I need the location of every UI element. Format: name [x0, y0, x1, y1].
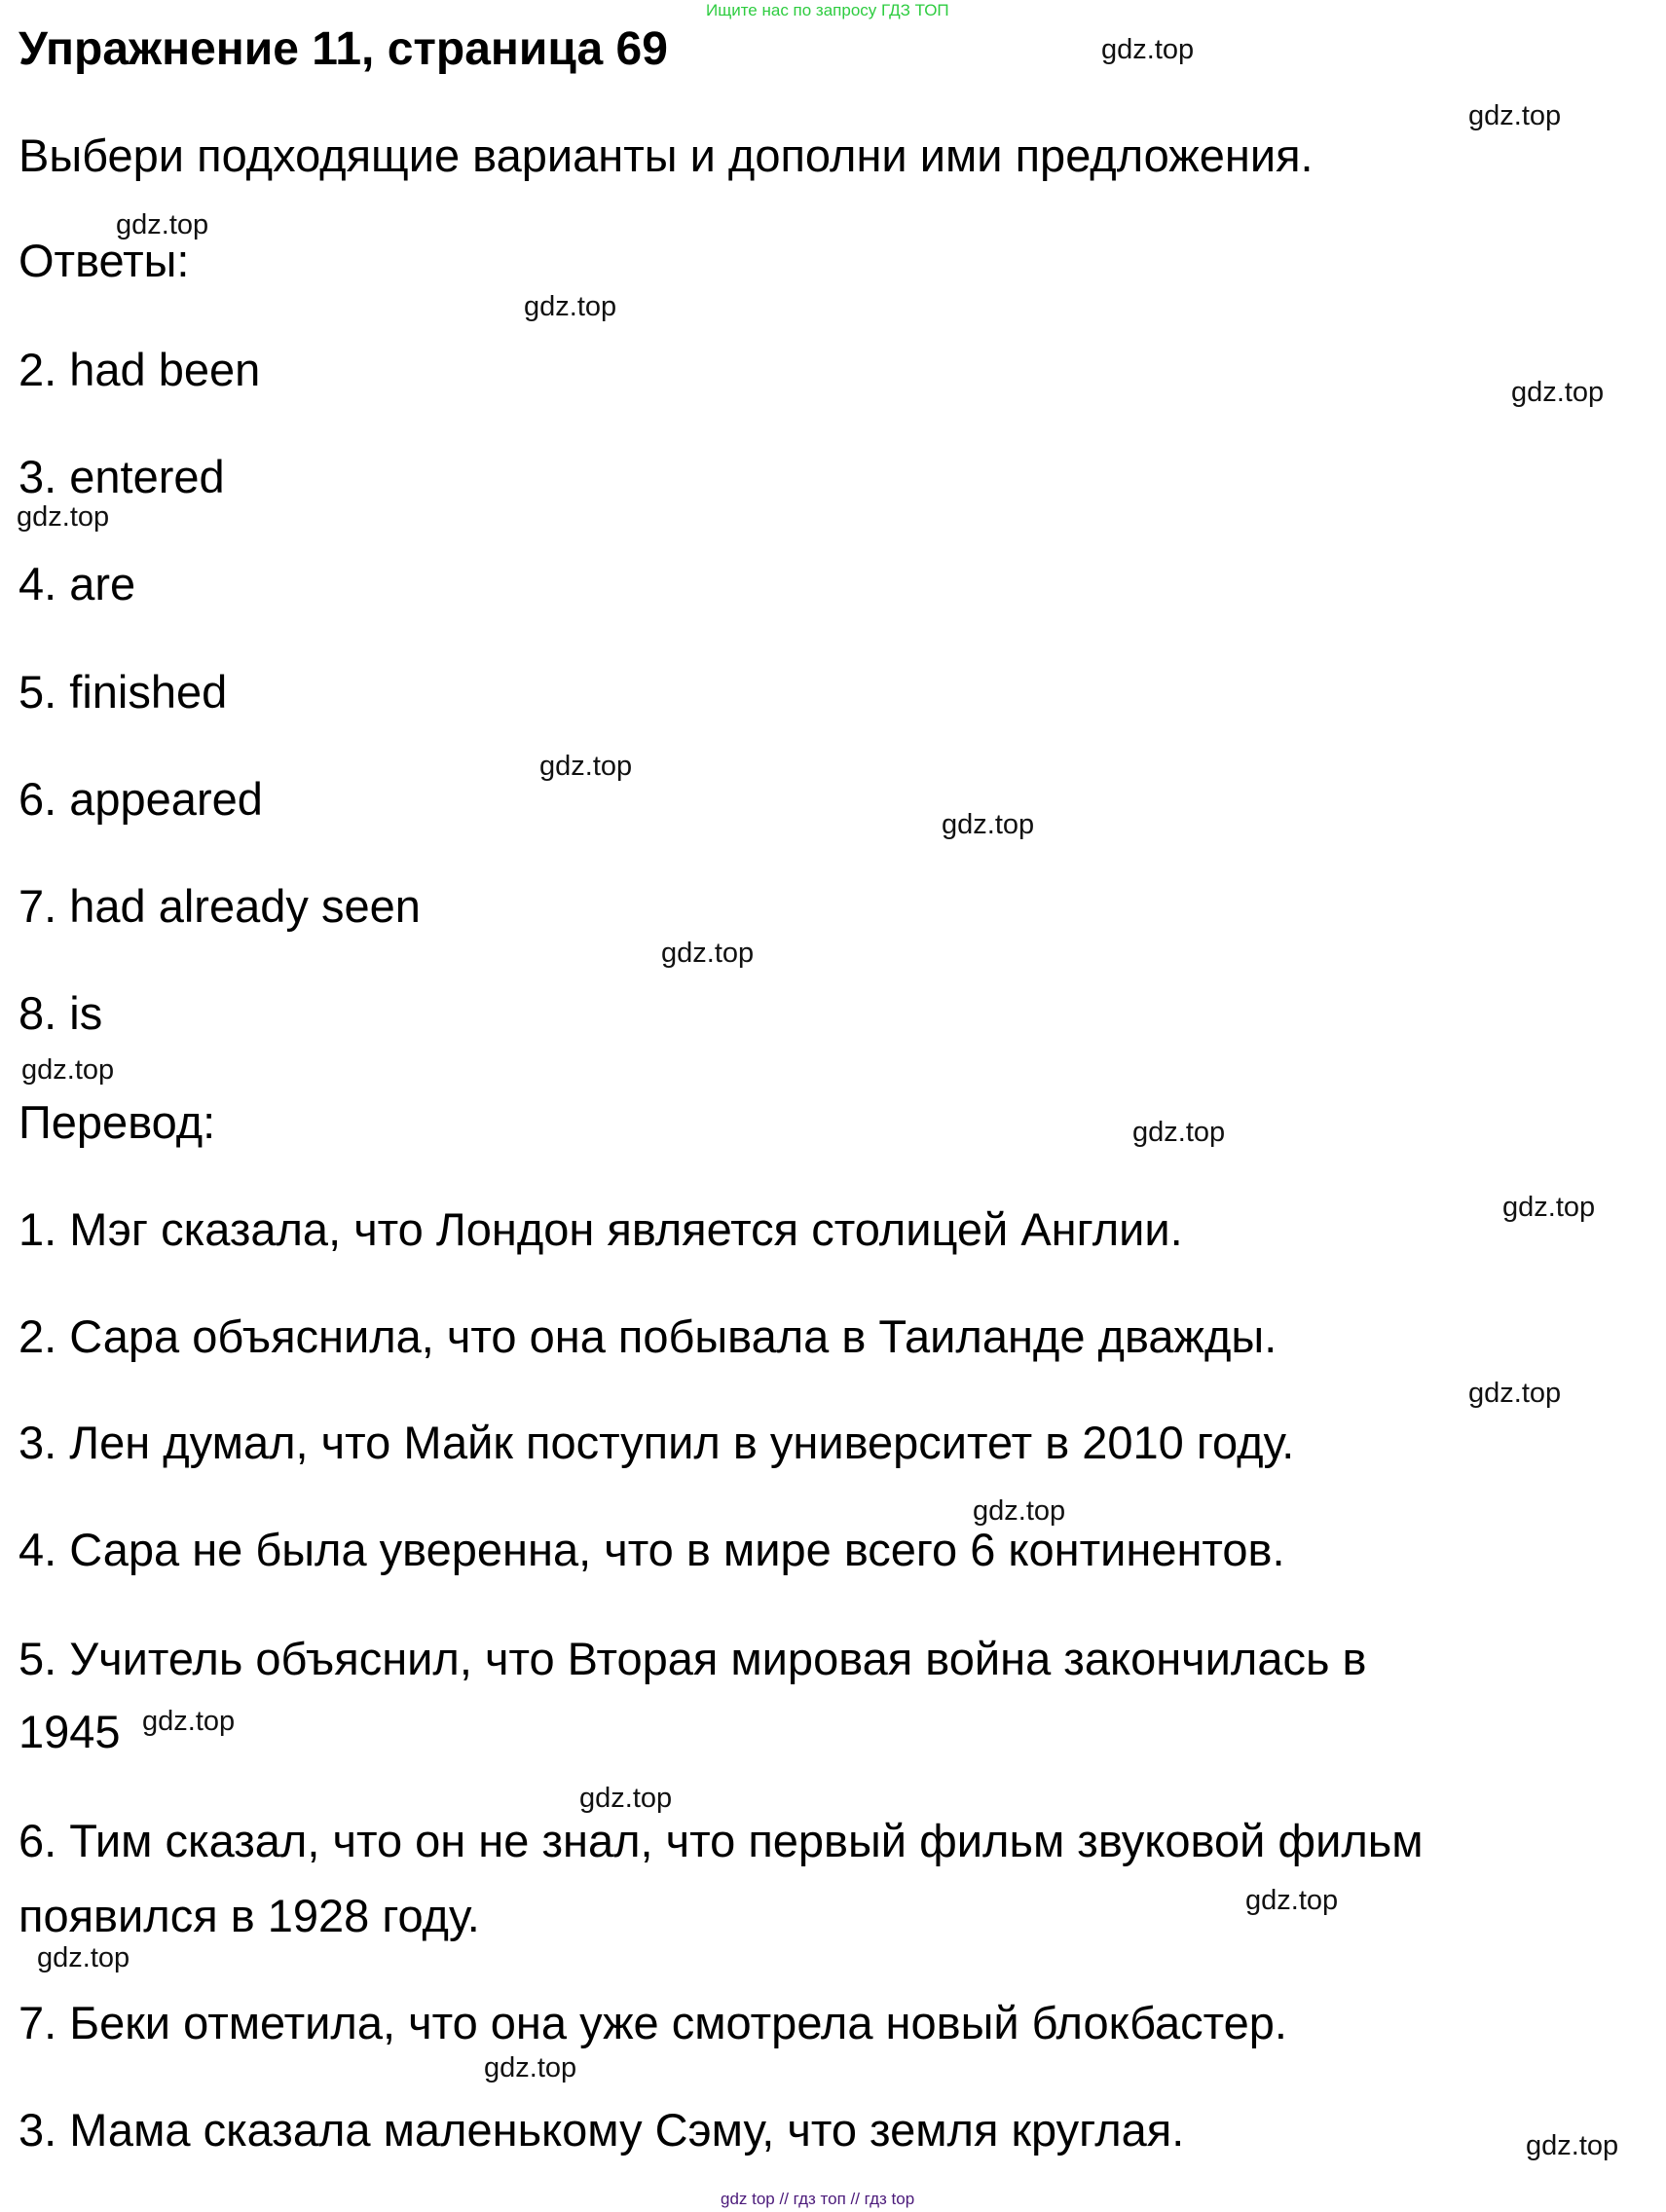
watermark-text: gdz.top [1101, 34, 1195, 65]
watermark-text: gdz.top [661, 938, 755, 969]
translation-line: 2. Сара объяснила, что она побывала в Таиланде дважды. [19, 1310, 1277, 1362]
translation-line: 3. Мама сказала маленькому Сэму, что земля круглая. [19, 2104, 1185, 2156]
watermark-text: gdz.top [524, 291, 617, 322]
top-banner[interactable]: Ищите нас по запросу ГДЗ ТОП [706, 1, 949, 19]
translation-line: появился в 1928 году. [19, 1890, 480, 1941]
footer-links[interactable]: gdz top // гдз топ // гдз top [721, 2190, 915, 2208]
answer-item: 8. is [19, 987, 103, 1039]
watermark-text: gdz.top [116, 209, 209, 240]
watermark-text: gdz.top [1511, 377, 1605, 408]
watermark-text: gdz.top [1245, 1885, 1339, 1916]
translation-line: 5. Учитель объяснил, что Вторая мировая война закончилась в [19, 1633, 1367, 1684]
translation-line: 6. Тим сказал, что он не знал, что первый фильм звуковой фильм [19, 1815, 1424, 1866]
watermark-text: gdz.top [539, 751, 633, 782]
watermark-text: gdz.top [17, 501, 110, 533]
translation-heading: Перевод: [19, 1096, 216, 1148]
translation-line: 3. Лен думал, что Майк поступил в университет в 2010 году. [19, 1417, 1295, 1468]
watermark-text: gdz.top [1502, 1192, 1596, 1223]
watermark-text: gdz.top [37, 1942, 130, 1973]
answer-item: 4. are [19, 558, 136, 609]
watermark-text: gdz.top [942, 809, 1035, 840]
watermark-text: gdz.top [579, 1783, 673, 1814]
translation-line: 1. Мэг сказала, что Лондон является столицей Англии. [19, 1203, 1183, 1255]
answer-item: 2. had been [19, 344, 261, 395]
watermark-text: gdz.top [21, 1054, 115, 1086]
translation-line: 1945 [19, 1706, 121, 1757]
watermark-text: gdz.top [1468, 100, 1562, 131]
answer-item: 6. appeared [19, 773, 263, 825]
watermark-text: gdz.top [484, 2052, 577, 2083]
answer-item: 3. entered [19, 451, 225, 502]
watermark-text: gdz.top [1468, 1378, 1562, 1409]
answers-heading: Ответы: [19, 235, 190, 286]
page-title: Упражнение 11, страница 69 [19, 23, 668, 75]
watermark-text: gdz.top [1132, 1117, 1226, 1148]
answer-item: 7. had already seen [19, 880, 421, 932]
translation-line: 7. Беки отметила, что она уже смотрела новый блокбастер. [19, 1997, 1287, 2048]
instruction: Выбери подходящие варианты и дополни ими предложения. [19, 129, 1314, 181]
translation-line: 4. Сара не была уверенна, что в мире всего 6 континентов. [19, 1524, 1285, 1575]
watermark-text: gdz.top [1526, 2130, 1619, 2161]
watermark-text: gdz.top [142, 1706, 236, 1737]
answer-item: 5. finished [19, 666, 228, 718]
watermark-text: gdz.top [973, 1495, 1066, 1527]
